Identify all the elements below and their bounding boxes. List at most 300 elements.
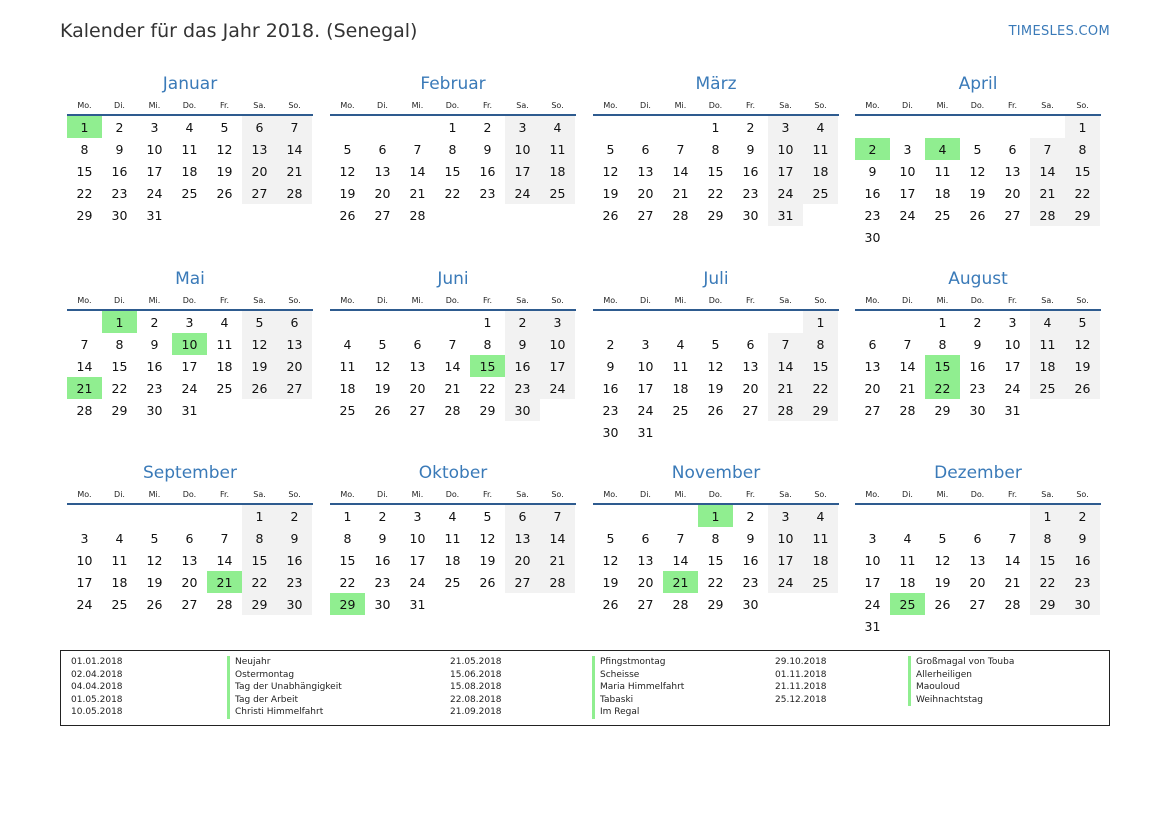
day-cell: 14 <box>444 358 461 374</box>
weekday-label: So. <box>551 100 564 110</box>
day-cell: 5 <box>378 336 387 352</box>
day-cell: 6 <box>277 311 312 333</box>
day-cell: 26 <box>374 402 391 418</box>
day-cell: 4 <box>903 530 912 546</box>
day-cell: 5 <box>150 530 159 546</box>
holiday-names-col-3 <box>908 656 1014 706</box>
weekday-label: Mi. <box>674 489 687 499</box>
day-cell: 19 <box>374 380 391 396</box>
day-cell: 10 <box>540 333 575 355</box>
day-cell: 4 <box>448 508 457 524</box>
day-cell: 19 <box>216 163 233 179</box>
day-cell: 7 <box>903 336 912 352</box>
empty-cell <box>960 116 995 138</box>
day-cell: 21 <box>540 549 575 571</box>
day-cell: 19 <box>242 355 277 377</box>
month-name: März <box>695 74 737 94</box>
day-cell: 23 <box>111 185 128 201</box>
day-cell: 14 <box>540 527 575 549</box>
weekday-label: Mo. <box>77 489 92 499</box>
weekday-header <box>67 485 313 505</box>
day-cell: 24 <box>181 380 198 396</box>
weekday-label: Sa. <box>253 295 266 305</box>
weekday-label: Mi. <box>936 295 949 305</box>
day-cell: 27 <box>242 182 277 204</box>
day-cell: 23 <box>146 380 163 396</box>
day-cell: 11 <box>216 336 233 352</box>
day-cell: 22 <box>111 380 128 396</box>
month-name: Januar <box>162 74 218 94</box>
day-cell: 25 <box>934 207 951 223</box>
day-cell: 31 <box>864 618 881 634</box>
day-cell: 17 <box>181 358 198 374</box>
day-cell: 26 <box>216 185 233 201</box>
day-cell: 15 <box>707 163 724 179</box>
day-cell: 26 <box>1065 377 1100 399</box>
holiday-day: 15 <box>925 355 960 377</box>
holiday-day: 22 <box>925 377 960 399</box>
month-8 <box>67 461 313 615</box>
day-cell: 19 <box>707 380 724 396</box>
day-cell: 19 <box>479 552 496 568</box>
day-cell: 25 <box>181 185 198 201</box>
day-cell: 16 <box>111 163 128 179</box>
day-cell: 16 <box>277 549 312 571</box>
day-cell: 3 <box>185 314 194 330</box>
day-cell: 18 <box>339 380 356 396</box>
weekday-label: Do. <box>708 100 723 110</box>
day-cell: 7 <box>1008 530 1017 546</box>
empty-cell <box>67 311 102 333</box>
day-cell: 8 <box>711 530 720 546</box>
day-cell: 28 <box>672 596 689 612</box>
day-cell: 8 <box>1065 138 1100 160</box>
empty-cell <box>593 311 628 333</box>
day-cell: 28 <box>216 596 233 612</box>
weekday-label: So. <box>288 295 301 305</box>
day-cell: 30 <box>602 424 619 440</box>
month-name: Juni <box>437 269 469 289</box>
day-cell: 30 <box>864 229 881 245</box>
day-cell: 2 <box>746 508 755 524</box>
day-cell: 25 <box>339 402 356 418</box>
day-cell: 13 <box>277 333 312 355</box>
day-cell: 31 <box>409 596 426 612</box>
day-grid <box>67 116 313 226</box>
month-name: April <box>958 74 998 94</box>
day-cell: 10 <box>409 530 426 546</box>
day-cell: 23 <box>374 574 391 590</box>
day-cell: 18 <box>803 160 838 182</box>
holiday-day: 29 <box>330 593 365 615</box>
weekday-label: Sa. <box>1041 489 1054 499</box>
weekday-header <box>330 291 576 311</box>
day-grid <box>855 116 1101 248</box>
day-cell: 5 <box>606 530 615 546</box>
day-cell: 13 <box>181 552 198 568</box>
day-cell: 18 <box>934 185 951 201</box>
weekday-header <box>855 291 1101 311</box>
month-1 <box>330 72 576 226</box>
empty-cell <box>663 116 698 138</box>
day-cell: 1 <box>448 119 457 135</box>
day-cell: 17 <box>768 160 803 182</box>
month-name: Oktober <box>418 463 488 483</box>
day-cell: 12 <box>374 358 391 374</box>
day-cell: 6 <box>185 530 194 546</box>
weekday-label: Mo. <box>865 295 880 305</box>
day-cell: 20 <box>637 185 654 201</box>
day-cell: 1 <box>343 508 352 524</box>
day-cell: 27 <box>505 571 540 593</box>
weekday-label: Mi. <box>674 295 687 305</box>
day-cell: 3 <box>1008 314 1017 330</box>
day-cell: 16 <box>374 552 391 568</box>
weekday-label: Fr. <box>1007 295 1018 305</box>
day-cell: 8 <box>938 336 947 352</box>
day-cell: 12 <box>707 358 724 374</box>
day-cell: 27 <box>277 377 312 399</box>
day-cell: 2 <box>150 314 159 330</box>
holiday-dates-col-3 <box>775 656 827 706</box>
day-cell: 18 <box>181 163 198 179</box>
day-cell: 27 <box>969 596 986 612</box>
day-cell: 16 <box>146 358 163 374</box>
brand-link[interactable]: TIMESLES.COM <box>1008 24 1110 39</box>
weekday-label: Mi. <box>674 100 687 110</box>
empty-cell <box>330 311 365 333</box>
weekday-label: Mi. <box>411 100 424 110</box>
weekday-label: Mo. <box>340 489 355 499</box>
day-cell: 14 <box>672 163 689 179</box>
weekday-header <box>593 485 839 505</box>
day-grid <box>593 311 839 443</box>
day-cell: 16 <box>505 355 540 377</box>
empty-cell <box>137 505 172 527</box>
day-cell: 29 <box>707 207 724 223</box>
weekday-label: Di. <box>902 295 913 305</box>
empty-cell <box>855 311 890 333</box>
day-cell: 11 <box>181 141 198 157</box>
day-cell: 22 <box>1030 571 1065 593</box>
weekday-label: Di. <box>114 489 125 499</box>
day-cell: 7 <box>1030 138 1065 160</box>
day-cell: 5 <box>220 119 229 135</box>
day-cell: 28 <box>76 402 93 418</box>
day-cell: 31 <box>1004 402 1021 418</box>
day-cell: 12 <box>934 552 951 568</box>
day-grid <box>593 505 839 615</box>
day-cell: 4 <box>803 116 838 138</box>
day-cell: 9 <box>868 163 877 179</box>
weekday-label: Di. <box>640 489 651 499</box>
day-cell: 8 <box>803 333 838 355</box>
empty-cell <box>663 311 698 333</box>
weekday-label: Do. <box>445 489 460 499</box>
weekday-label: Do. <box>445 100 460 110</box>
day-cell: 20 <box>505 549 540 571</box>
holiday-day: 21 <box>67 377 102 399</box>
day-cell: 8 <box>242 527 277 549</box>
day-cell: 28 <box>768 399 803 421</box>
holiday-name: Im Regal <box>592 706 684 719</box>
day-cell: 13 <box>969 552 986 568</box>
day-cell: 21 <box>409 185 426 201</box>
day-cell: 16 <box>479 163 496 179</box>
day-cell: 10 <box>768 527 803 549</box>
day-cell: 28 <box>277 182 312 204</box>
holiday-name: Ostermontag <box>227 669 342 682</box>
holiday-day: 10 <box>172 333 207 355</box>
day-cell: 6 <box>1008 141 1017 157</box>
day-cell: 9 <box>746 530 755 546</box>
month-5 <box>330 267 576 421</box>
day-cell: 27 <box>374 207 391 223</box>
month-7 <box>855 267 1101 421</box>
empty-cell <box>628 505 663 527</box>
day-cell: 27 <box>742 402 759 418</box>
day-cell: 16 <box>1065 549 1100 571</box>
weekday-label: Do. <box>708 295 723 305</box>
day-cell: 22 <box>707 185 724 201</box>
day-cell: 22 <box>1065 182 1100 204</box>
day-cell: 30 <box>742 207 759 223</box>
day-cell: 3 <box>768 116 803 138</box>
day-cell: 20 <box>242 160 277 182</box>
month-6 <box>593 267 839 443</box>
day-cell: 29 <box>803 399 838 421</box>
day-cell: 25 <box>803 182 838 204</box>
day-cell: 14 <box>76 358 93 374</box>
day-cell: 10 <box>146 141 163 157</box>
day-cell: 13 <box>374 163 391 179</box>
day-cell: 8 <box>80 141 89 157</box>
holiday-name: Pfingstmontag <box>592 656 684 669</box>
weekday-label: Di. <box>114 295 125 305</box>
day-cell: 28 <box>899 402 916 418</box>
day-cell: 10 <box>768 138 803 160</box>
day-cell: 4 <box>676 336 685 352</box>
day-cell: 28 <box>1004 596 1021 612</box>
day-cell: 24 <box>409 574 426 590</box>
day-cell: 19 <box>969 185 986 201</box>
day-cell: 15 <box>1030 549 1065 571</box>
day-cell: 20 <box>277 355 312 377</box>
month-3 <box>855 72 1101 248</box>
day-cell: 7 <box>540 505 575 527</box>
weekday-label: Sa. <box>1041 100 1054 110</box>
day-cell: 5 <box>1065 311 1100 333</box>
day-cell: 15 <box>242 549 277 571</box>
page-title: Kalender für das Jahr 2018. (Senegal) <box>60 20 418 42</box>
empty-cell <box>628 311 663 333</box>
day-cell: 13 <box>1004 163 1021 179</box>
day-cell: 4 <box>540 116 575 138</box>
day-cell: 1 <box>242 505 277 527</box>
day-cell: 12 <box>479 530 496 546</box>
holiday-date: 21.09.2018 <box>450 707 502 718</box>
day-cell: 25 <box>216 380 233 396</box>
day-cell: 11 <box>803 138 838 160</box>
day-cell: 6 <box>973 530 982 546</box>
holiday-name: Scheisse <box>592 669 684 682</box>
weekday-label: Sa. <box>516 295 529 305</box>
day-cell: 14 <box>1004 552 1021 568</box>
day-cell: 7 <box>676 141 685 157</box>
weekday-label: Fr. <box>219 295 230 305</box>
day-cell: 12 <box>1065 333 1100 355</box>
day-cell: 31 <box>146 207 163 223</box>
day-cell: 6 <box>242 116 277 138</box>
empty-cell <box>890 505 925 527</box>
empty-cell <box>593 116 628 138</box>
empty-cell <box>435 311 470 333</box>
weekday-label: Di. <box>377 100 388 110</box>
day-cell: 17 <box>864 574 881 590</box>
day-cell: 22 <box>444 185 461 201</box>
weekday-label: So. <box>814 295 827 305</box>
day-cell: 3 <box>768 505 803 527</box>
weekday-header <box>330 96 576 116</box>
holiday-date: 25.12.2018 <box>775 694 827 705</box>
holiday-name: Christi Himmelfahrt <box>227 706 342 719</box>
day-cell: 30 <box>146 402 163 418</box>
day-cell: 3 <box>150 119 159 135</box>
weekday-label: Fr. <box>219 100 230 110</box>
weekday-label: Mo. <box>603 100 618 110</box>
day-cell: 28 <box>540 571 575 593</box>
day-cell: 24 <box>864 596 881 612</box>
day-cell: 23 <box>969 380 986 396</box>
day-cell: 18 <box>540 160 575 182</box>
weekday-header <box>67 291 313 311</box>
weekday-header <box>330 485 576 505</box>
empty-cell <box>102 505 137 527</box>
day-cell: 4 <box>220 314 229 330</box>
day-cell: 16 <box>969 358 986 374</box>
day-cell: 26 <box>602 207 619 223</box>
day-cell: 20 <box>1004 185 1021 201</box>
weekday-label: So. <box>814 489 827 499</box>
month-name: Dezember <box>934 463 1022 483</box>
day-cell: 15 <box>339 552 356 568</box>
weekday-header <box>67 96 313 116</box>
holiday-name: Maria Himmelfahrt <box>592 681 684 694</box>
day-cell: 7 <box>220 530 229 546</box>
weekday-label: Fr. <box>219 489 230 499</box>
weekday-label: Mo. <box>603 295 618 305</box>
day-cell: 21 <box>444 380 461 396</box>
month-11 <box>855 461 1101 637</box>
day-cell: 20 <box>864 380 881 396</box>
day-cell: 4 <box>343 336 352 352</box>
holiday-day: 21 <box>663 571 698 593</box>
day-cell: 24 <box>637 402 654 418</box>
day-cell: 19 <box>339 185 356 201</box>
weekday-label: Di. <box>640 295 651 305</box>
holiday-name: Tag der Arbeit <box>227 694 342 707</box>
day-cell: 3 <box>641 336 650 352</box>
holiday-day: 15 <box>470 355 505 377</box>
day-cell: 9 <box>505 333 540 355</box>
holiday-date: 10.05.2018 <box>71 707 123 718</box>
day-cell: 3 <box>903 141 912 157</box>
holiday-name: Maouloud <box>908 681 1014 694</box>
holiday-name: Tag der Unabhängigkeit <box>227 681 342 694</box>
day-cell: 13 <box>637 163 654 179</box>
day-cell: 26 <box>602 596 619 612</box>
weekday-header <box>855 485 1101 505</box>
empty-cell <box>365 311 400 333</box>
day-cell: 24 <box>768 571 803 593</box>
day-cell: 8 <box>483 336 492 352</box>
day-cell: 4 <box>1030 311 1065 333</box>
weekday-label: Mo. <box>865 100 880 110</box>
day-cell: 7 <box>448 336 457 352</box>
holiday-dates-col-2 <box>450 656 502 719</box>
holiday-date: 21.05.2018 <box>450 657 502 667</box>
day-cell: 8 <box>343 530 352 546</box>
weekday-label: Mi. <box>148 295 161 305</box>
day-cell: 26 <box>339 207 356 223</box>
day-cell: 20 <box>409 380 426 396</box>
day-cell: 21 <box>672 185 689 201</box>
empty-cell <box>593 505 628 527</box>
empty-cell <box>995 116 1030 138</box>
day-cell: 30 <box>1065 593 1100 615</box>
day-cell: 2 <box>115 119 124 135</box>
day-cell: 13 <box>242 138 277 160</box>
day-cell: 25 <box>672 402 689 418</box>
month-name: August <box>948 269 1008 289</box>
day-cell: 11 <box>672 358 689 374</box>
holiday-date: 21.11.2018 <box>775 682 827 693</box>
day-cell: 13 <box>637 552 654 568</box>
day-cell: 5 <box>938 530 947 546</box>
weekday-label: So. <box>1076 100 1089 110</box>
weekday-label: Fr. <box>1007 100 1018 110</box>
day-grid <box>67 505 313 615</box>
day-cell: 8 <box>1030 527 1065 549</box>
weekday-label: Sa. <box>516 100 529 110</box>
day-cell: 15 <box>76 163 93 179</box>
day-cell: 7 <box>676 530 685 546</box>
holiday-day: 1 <box>67 116 102 138</box>
day-cell: 27 <box>637 596 654 612</box>
day-cell: 22 <box>339 574 356 590</box>
day-cell: 13 <box>864 358 881 374</box>
day-cell: 12 <box>146 552 163 568</box>
day-cell: 30 <box>374 596 391 612</box>
day-cell: 23 <box>277 571 312 593</box>
weekday-label: Di. <box>640 100 651 110</box>
day-cell: 11 <box>339 358 356 374</box>
day-cell: 31 <box>181 402 198 418</box>
day-cell: 11 <box>803 527 838 549</box>
month-name: Februar <box>420 74 486 94</box>
day-cell: 24 <box>768 182 803 204</box>
day-cell: 7 <box>277 116 312 138</box>
weekday-label: Mi. <box>148 489 161 499</box>
day-cell: 22 <box>707 574 724 590</box>
empty-cell <box>925 505 960 527</box>
day-grid <box>593 116 839 226</box>
day-grid <box>855 311 1101 421</box>
day-cell: 28 <box>409 207 426 223</box>
day-cell: 13 <box>505 527 540 549</box>
day-cell: 30 <box>742 596 759 612</box>
holiday-names-col-2 <box>592 656 684 719</box>
